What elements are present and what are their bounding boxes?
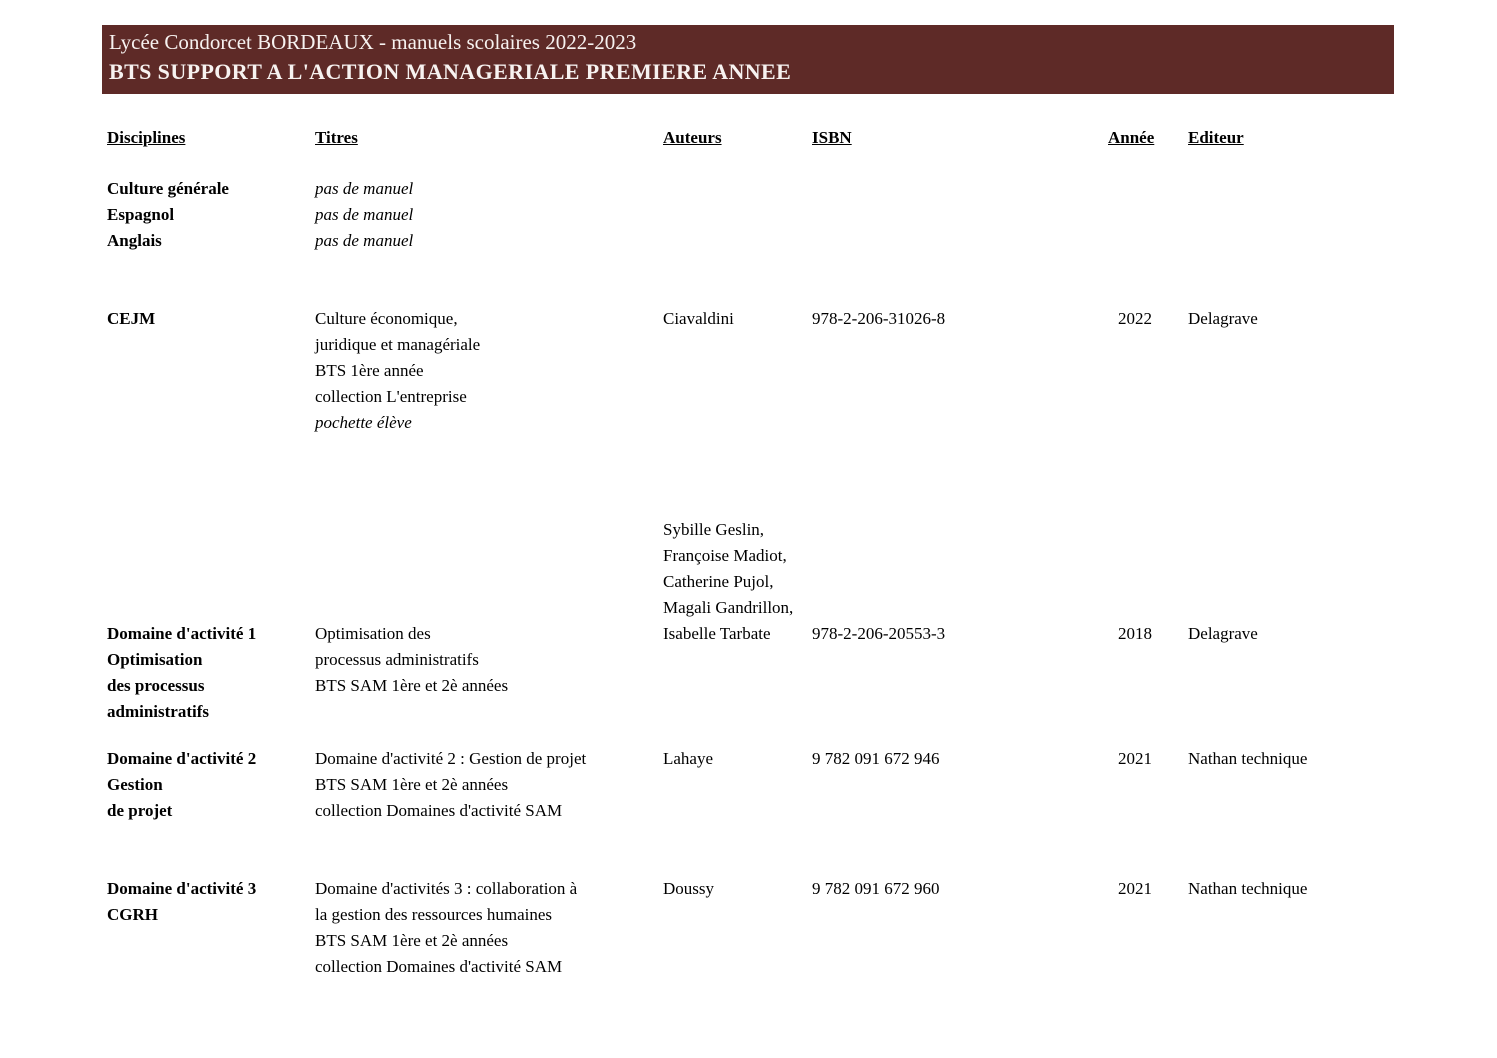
discipline-cell: Domaine d'activité 1 Optimisation des processus administratifs	[107, 624, 257, 721]
title-lines: Optimisation des processus administratifs BTS SAM 1ère et 2è années	[315, 624, 509, 695]
year-cell: 2021	[1118, 879, 1152, 898]
title-note: pas de manuel	[315, 205, 414, 224]
discipline-cell: Domaine d'activité 3 CGRH	[107, 879, 257, 924]
editor-cell: Delagrave	[1188, 309, 1258, 328]
editor-cell	[1188, 202, 1394, 228]
title-lines: Domaine d'activité 2 : Gestion de projet BTS SAM 1ère et 2è années collection Domaines d'activité SAM	[315, 749, 587, 820]
authors-cell: Doussy	[663, 879, 715, 898]
title-cell	[315, 202, 663, 228]
authors-cell	[663, 176, 812, 202]
table-row	[107, 176, 1394, 202]
authors-cell: Lahaye	[663, 749, 714, 768]
title-note: pas de manuel	[315, 231, 414, 250]
column-header-annee: Année	[1108, 128, 1155, 147]
column-header-auteurs: Auteurs	[663, 128, 722, 147]
title-cell	[315, 621, 663, 751]
isbn-cell: 978-2-206-31026-8	[812, 309, 946, 328]
title-note: pas de manuel	[315, 179, 414, 198]
table-row	[107, 520, 1394, 751]
title-note: pochette élève	[315, 413, 412, 432]
editor-cell	[1188, 228, 1394, 254]
program-title: BTS SUPPORT A L'ACTION MANAGERIALE PREMIERE ANNEE	[109, 59, 792, 84]
title-cell	[315, 746, 663, 824]
isbn-cell	[812, 202, 1108, 228]
isbn-cell	[812, 228, 1108, 254]
table-row	[107, 746, 1394, 824]
isbn-cell: 9 782 091 672 960	[812, 879, 940, 898]
authors-cell: Sybille Geslin, Françoise Madiot, Catherine Pujol, Magali Gandrillon, Isabelle Tarbate	[663, 520, 794, 643]
authors-cell: Ciavaldini	[663, 309, 734, 328]
title-cell	[315, 306, 663, 436]
column-header-isbn: ISBN	[812, 128, 852, 147]
authors-cell	[663, 202, 812, 228]
isbn-cell: 978-2-206-20553-3	[812, 624, 946, 643]
year-cell: 2018	[1118, 624, 1152, 643]
title-cell	[315, 176, 663, 202]
table-row	[107, 876, 1394, 980]
year-cell: 2021	[1118, 749, 1152, 768]
table-row	[107, 202, 1394, 228]
table-header-row	[107, 125, 1394, 151]
discipline-cell: Anglais	[107, 231, 162, 250]
discipline-cell: Domaine d'activité 2 Gestion de projet	[107, 749, 257, 820]
year-cell	[1108, 176, 1188, 202]
column-header-disciplines: Disciplines	[107, 128, 186, 147]
column-header-editeur: Editeur	[1188, 128, 1244, 147]
school-title: Lycée Condorcet BORDEAUX - manuels scolaires 2022-2023	[109, 30, 637, 54]
authors-cell	[663, 228, 812, 254]
year-cell	[1108, 202, 1188, 228]
discipline-cell: Espagnol	[107, 205, 175, 224]
title-cell	[315, 876, 663, 980]
header-band	[102, 25, 1394, 94]
table-row	[107, 228, 1394, 254]
editor-cell: Nathan technique	[1188, 749, 1308, 768]
editor-cell: Nathan technique	[1188, 879, 1308, 898]
title-lines: Domaine d'activités 3 : collaboration à la gestion des ressources humaines BTS SAM 1ère et 2è années collection Domaines d'activité SAM	[315, 879, 578, 976]
discipline-cell: CEJM	[107, 309, 156, 328]
discipline-cell: Culture générale	[107, 179, 229, 198]
year-cell: 2022	[1118, 309, 1152, 328]
title-cell	[315, 228, 663, 254]
isbn-cell	[812, 176, 1108, 202]
table-row	[107, 306, 1394, 436]
column-header-titres: Titres	[315, 128, 358, 147]
year-cell	[1108, 228, 1188, 254]
editor-cell	[1188, 176, 1394, 202]
title-lines: Culture économique, juridique et managériale BTS 1ère année collection L'entreprise	[315, 309, 481, 406]
editor-cell: Delagrave	[1188, 624, 1258, 643]
isbn-cell: 9 782 091 672 946	[812, 749, 940, 768]
